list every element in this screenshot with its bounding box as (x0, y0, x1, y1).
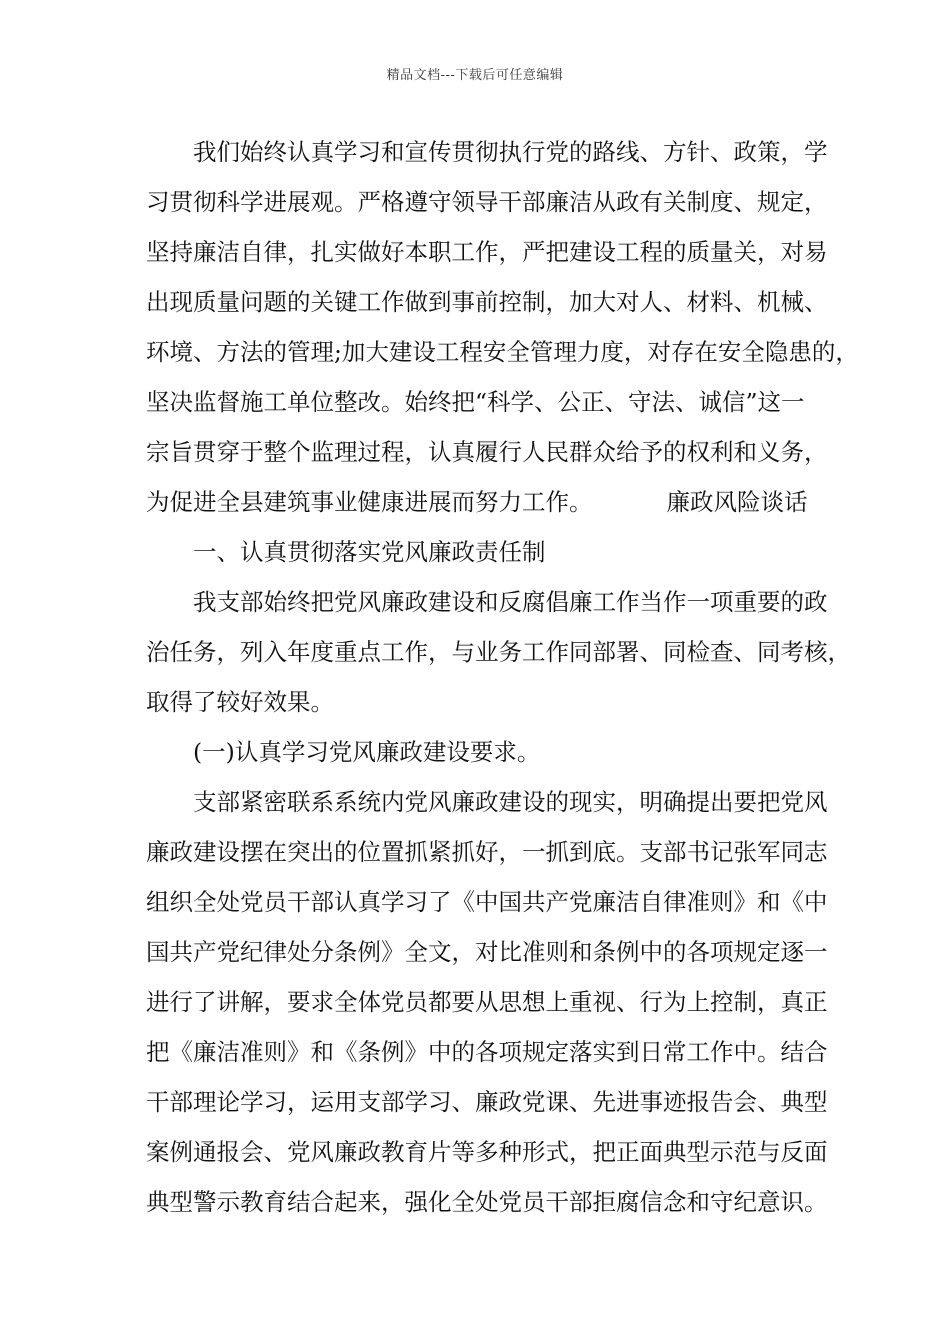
text-line: 宗旨贯穿于整个监理过程，认真履行人民群众给予的权利和义务， (146, 438, 828, 466)
text-line: 干部理论学习，运用支部学习、廉政党课、先进事迹报告会、典型 (146, 1088, 828, 1116)
text-line-with-title (146, 477, 822, 527)
page-header: 精品文档---下载后可任意编辑 (386, 68, 564, 83)
text-line: 为促进全县建筑事业健康进展而努力工作。 (146, 488, 593, 516)
text-line: 国共产党纪律处分条例》全文，对比准则和条例中的各项规定逐一 (146, 938, 828, 966)
text-line: 坚决监督施工单位整改。始终把“科学、公正、守法、诚信”这一 (146, 388, 805, 416)
text-line: 习贯彻科学进展观。严格遵守领导干部廉洁从政有关制度、规定， (146, 188, 828, 216)
document-body (146, 127, 859, 1227)
text-line: 把《廉洁准则》和《条例》中的各项规定落实到日常工作中。结合 (146, 1038, 828, 1066)
inline-title: 廉政风险谈话 (666, 488, 808, 516)
text-line: 组织全处党员干部认真学习了《中国共产党廉洁自律准则》和《中 (146, 888, 828, 916)
text-line: 典型警示教育结合起来，强化全处党员干部拒腐信念和守纪意识。 (146, 1188, 828, 1216)
text-line: 坚持廉洁自律，扎实做好本职工作，严把建设工程的质量关，对易 (146, 238, 828, 266)
subsection-heading: (一)认真学习党风廉政建设要求。 (193, 738, 541, 766)
text-line: 进行了讲解，要求全体党员都要从思想上重视、行为上控制，真正 (146, 988, 828, 1016)
text-line: 我支部始终把党风廉政建设和反腐倡廉工作当作一项重要的政 (193, 588, 828, 616)
text-line: 我们始终认真学习和宣传贯彻执行党的路线、方针、政策，学 (193, 138, 828, 166)
section-heading: 一、认真贯彻落实党风廉政责任制 (193, 538, 546, 566)
text-line: 治任务，列入年度重点工作，与业务工作同部署、同检查、同考核， (146, 638, 851, 666)
text-line: 廉政建设摆在突出的位置抓紧抓好，一抓到底。支部书记张军同志 (146, 838, 828, 866)
text-line: 出现质量问题的关键工作做到事前控制，加大对人、材料、机械、 (146, 288, 828, 316)
text-line: 环境、方法的管理;加大建设工程安全管理力度，对存在安全隐患的， (146, 338, 859, 366)
text-line: 支部紧密联系系统内党风廉政建设的现实，明确提出要把党风 (193, 788, 828, 816)
text-line: 案例通报会、党风廉政教育片等多种形式，把正面典型示范与反面 (146, 1138, 828, 1166)
text-line: 取得了较好效果。 (146, 688, 334, 716)
